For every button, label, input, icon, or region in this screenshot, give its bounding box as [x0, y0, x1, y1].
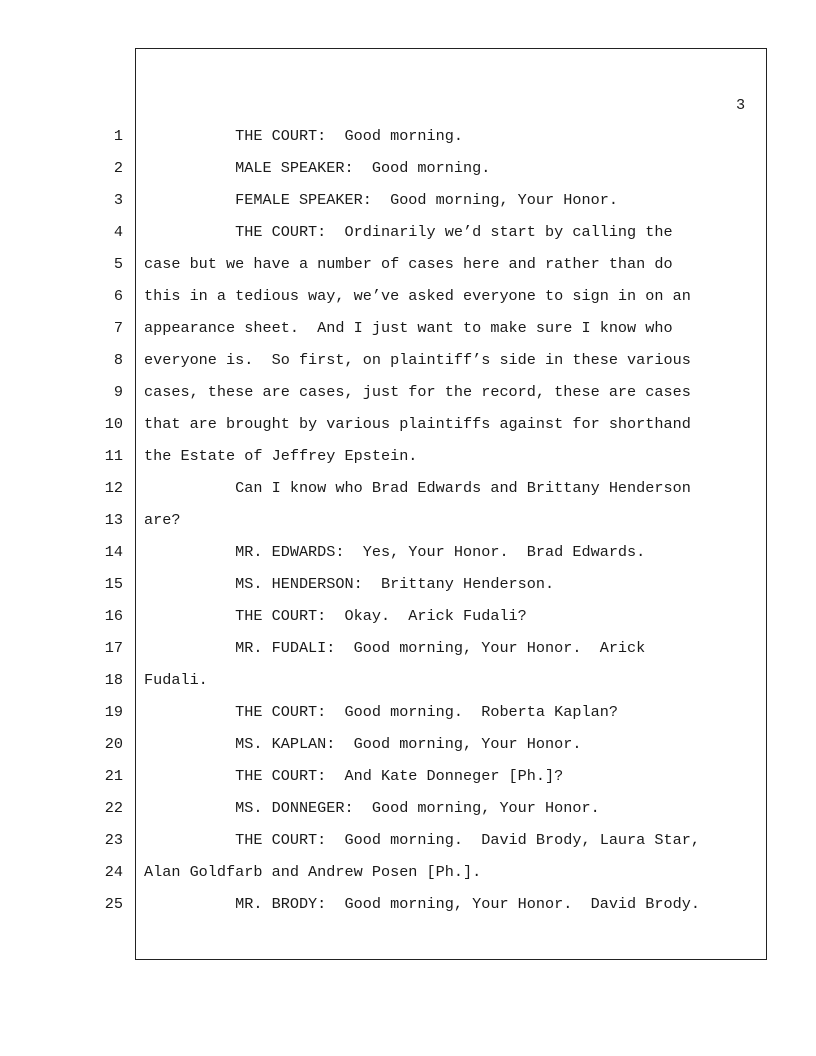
line-text: THE COURT: Okay. Arick Fudali? — [144, 607, 527, 625]
transcript-line — [0, 479, 816, 511]
line-number: 5 — [113, 255, 123, 273]
transcript-line — [0, 543, 816, 575]
line-number: 6 — [113, 287, 123, 305]
line-number: 20 — [104, 735, 123, 753]
line-text: case but we have a number of cases here and rather than do — [144, 255, 673, 273]
transcript-line — [0, 511, 816, 543]
transcript-line — [0, 831, 816, 863]
line-number: 23 — [104, 831, 123, 849]
line-text: everyone is. So first, on plaintiff’s side in these various — [144, 351, 691, 369]
line-text: MR. EDWARDS: Yes, Your Honor. Brad Edwards. — [144, 543, 646, 561]
line-text: Fudali. — [144, 671, 208, 689]
line-text: Alan Goldfarb and Andrew Posen [Ph.]. — [144, 863, 482, 881]
transcript-line — [0, 351, 816, 383]
transcript-line — [0, 703, 816, 735]
line-text: appearance sheet. And I just want to make sure I know who — [144, 319, 673, 337]
line-number: 14 — [104, 543, 123, 561]
line-text: THE COURT: Good morning. David Brody, Laura Star, — [144, 831, 700, 849]
line-text: the Estate of Jeffrey Epstein. — [144, 447, 418, 465]
transcript-line — [0, 319, 816, 351]
line-text: THE COURT: And Kate Donneger [Ph.]? — [144, 767, 564, 785]
transcript-line — [0, 895, 816, 927]
line-text: MALE SPEAKER: Good morning. — [144, 159, 491, 177]
line-text: MR. BRODY: Good morning, Your Honor. David Brody. — [144, 895, 700, 913]
line-text: THE COURT: Ordinarily we’d start by calling the — [144, 223, 673, 241]
line-number: 16 — [104, 607, 123, 625]
line-number: 7 — [113, 319, 123, 337]
transcript-line — [0, 671, 816, 703]
transcript-line — [0, 607, 816, 639]
line-number: 25 — [104, 895, 123, 913]
transcript-line — [0, 287, 816, 319]
line-text: THE COURT: Good morning. — [144, 127, 463, 145]
line-number: 21 — [104, 767, 123, 785]
line-number: 24 — [104, 863, 123, 881]
line-text: THE COURT: Good morning. Roberta Kaplan? — [144, 703, 618, 721]
line-number: 2 — [113, 159, 123, 177]
line-number: 3 — [113, 191, 123, 209]
transcript-line — [0, 447, 816, 479]
line-number: 18 — [104, 671, 123, 689]
transcript-line — [0, 415, 816, 447]
transcript-line — [0, 575, 816, 607]
transcript-lines — [0, 127, 816, 927]
transcript-line — [0, 383, 816, 415]
page-number: 3 — [736, 96, 746, 114]
transcript-line — [0, 127, 816, 159]
line-number: 22 — [104, 799, 123, 817]
line-number: 8 — [113, 351, 123, 369]
transcript-line — [0, 223, 816, 255]
transcript-line — [0, 191, 816, 223]
transcript-line — [0, 255, 816, 287]
line-number: 1 — [113, 127, 123, 145]
transcript-line — [0, 735, 816, 767]
line-text: Can I know who Brad Edwards and Brittany Henderson — [144, 479, 691, 497]
line-text: FEMALE SPEAKER: Good morning, Your Honor. — [144, 191, 618, 209]
line-number: 15 — [104, 575, 123, 593]
line-text: cases, these are cases, just for the record, these are cases — [144, 383, 691, 401]
line-text: MS. DONNEGER: Good morning, Your Honor. — [144, 799, 600, 817]
line-number: 10 — [104, 415, 123, 433]
transcript-line — [0, 639, 816, 671]
transcript-line — [0, 159, 816, 191]
line-text: are? — [144, 511, 181, 529]
line-number: 17 — [104, 639, 123, 657]
line-number: 19 — [104, 703, 123, 721]
line-text: MS. HENDERSON: Brittany Henderson. — [144, 575, 555, 593]
line-number: 13 — [104, 511, 123, 529]
line-number: 9 — [113, 383, 123, 401]
transcript-line — [0, 767, 816, 799]
transcript-line — [0, 799, 816, 831]
line-text: MS. KAPLAN: Good morning, Your Honor. — [144, 735, 582, 753]
line-number: 4 — [113, 223, 123, 241]
line-text: this in a tedious way, we’ve asked everyone to sign in on an — [144, 287, 691, 305]
line-text: MR. FUDALI: Good morning, Your Honor. Arick — [144, 639, 646, 657]
line-number: 12 — [104, 479, 123, 497]
line-text: that are brought by various plaintiffs against for shorthand — [144, 415, 691, 433]
transcript-line — [0, 863, 816, 895]
line-number: 11 — [104, 447, 123, 465]
